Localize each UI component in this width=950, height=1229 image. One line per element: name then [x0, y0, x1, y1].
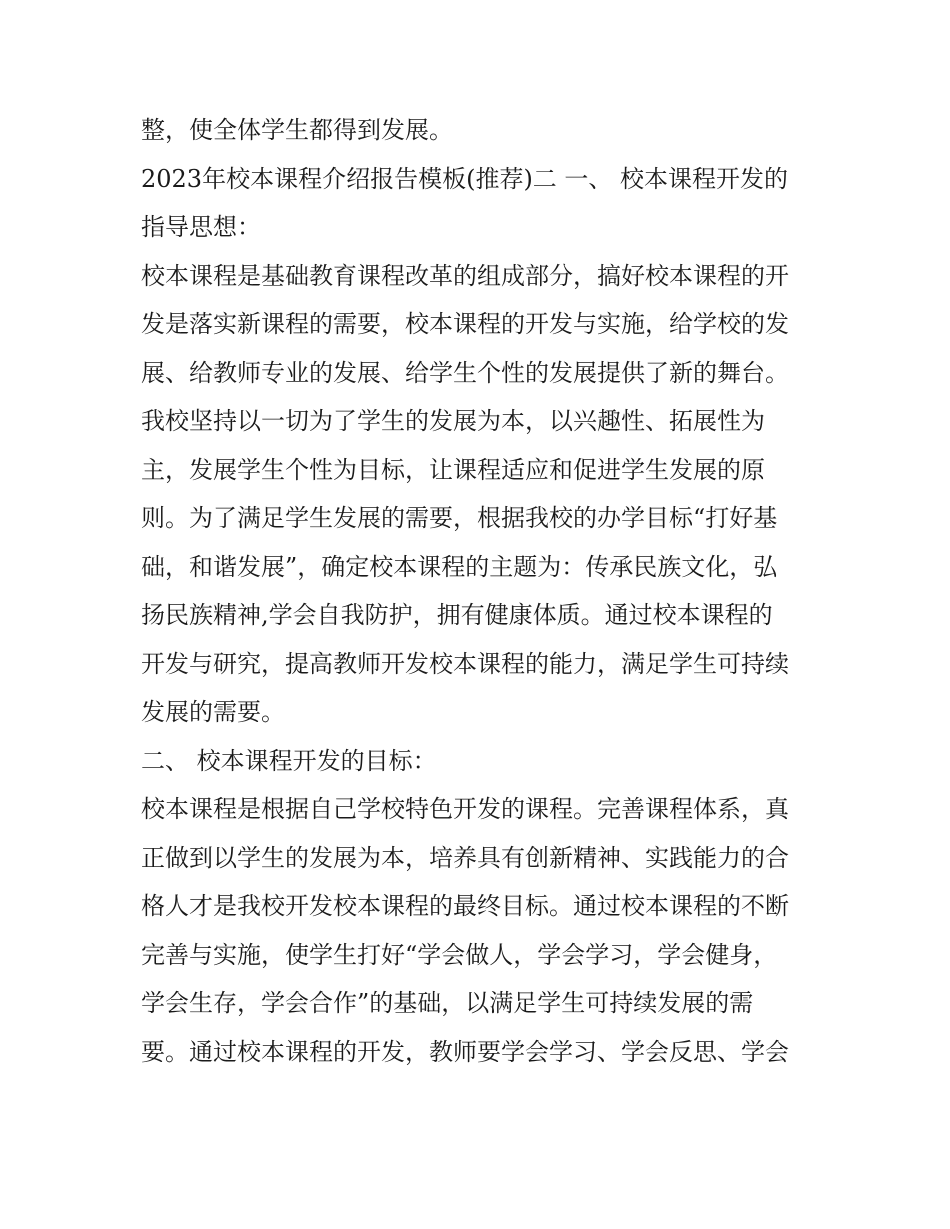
text-line: 学会生存，学会合作”的基础，以满足学生可持续发展的需	[141, 989, 754, 1017]
text-line: 开发与研究，提高教师开发校本课程的能力，满足学生可持续	[141, 649, 789, 678]
text-line: 发是落实新课程的需要，校本课程的开发与实施，给学校的发	[141, 310, 789, 338]
text-line: 扬民族精神,学会自我防护，拥有健康体质。通过校本课程的	[141, 601, 773, 629]
document-body	[141, 106, 821, 1076]
text-line: 整，使全体学生都得到发展。	[141, 116, 453, 144]
text-line: 校本课程是根据自己学校特色开发的课程。完善课程体系，真	[141, 795, 789, 823]
text-line: 我校坚持以一切为了学生的发展为本，以兴趣性、拓展性为	[141, 407, 765, 435]
text-line: 则。为了满足学生发展的需要，根据我校的办学目标“打好基	[141, 504, 778, 532]
section-heading-line: 二、 校本课程开发的目标：	[141, 746, 437, 775]
text-line: 校本课程是基础教育课程改革的组成部分，搞好校本课程的开	[141, 261, 789, 290]
text-line: 完善与实施，使学生打好“学会做人，学会学习，学会健身，	[141, 940, 778, 969]
text-line: 发展的需要。	[141, 698, 285, 726]
text-line: 主，发展学生个性为目标，让课程适应和促进学生发展的原	[141, 455, 765, 484]
text-line: 要。通过校本课程的开发，教师要学会学习、学会反思、学会	[141, 1037, 789, 1066]
text-line: 展、给教师专业的发展、给学生个性的发展提供了新的舞台。	[141, 358, 789, 387]
section-heading-line: 指导思想：	[141, 213, 261, 241]
section-heading-line: 2023年校本课程介绍报告模板(推荐)二 一、 校本课程开发的	[141, 164, 789, 193]
text-line: 正做到以学生的发展为本，培养具有创新精神、实践能力的合	[141, 843, 789, 872]
text-line: 础，和谐发展”，确定校本课程的主题为：传承民族文化，弘	[141, 552, 778, 581]
text-line: 格人才是我校开发校本课程的最终目标。通过校本课程的不断	[141, 892, 789, 920]
